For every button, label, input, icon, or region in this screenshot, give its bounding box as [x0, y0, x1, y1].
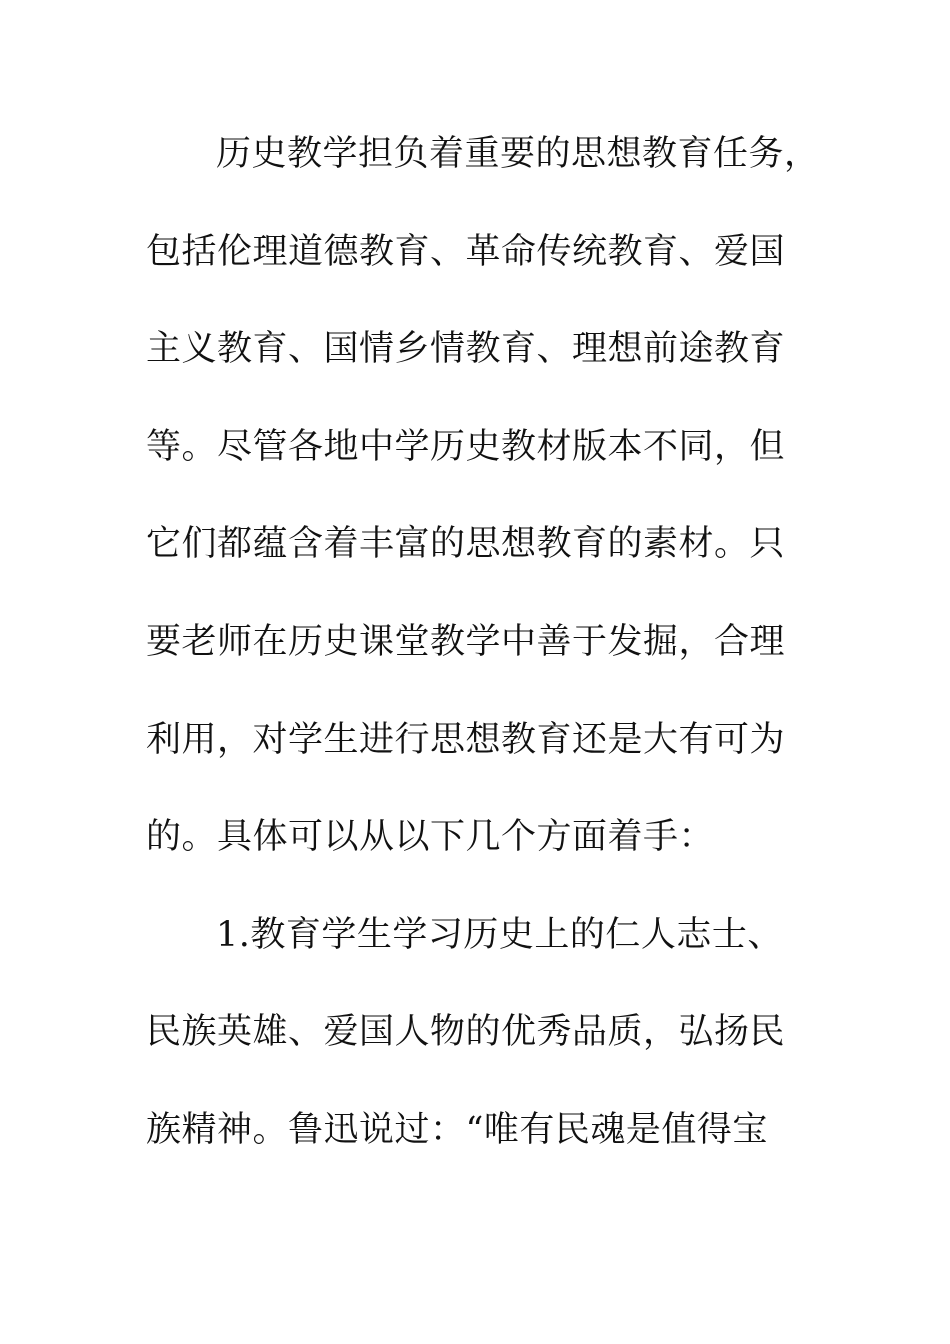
- paragraph-line: 主义教育、国情乡情教育、理想前途教育: [146, 329, 786, 370]
- paragraph-line: 族精神。鲁迅说过：“唯有民魂是值得宝: [146, 1109, 768, 1150]
- paragraph-line: 利用，对学生进行思想教育还是大有可为: [146, 719, 786, 760]
- paragraph-line: 包括伦理道德教育、革命传统教育、爱国: [146, 231, 786, 272]
- paragraph-line: 历史教学担负着重要的思想教育任务，: [216, 134, 820, 174]
- paragraph-line: 的。具体可以从以下几个方面着手：: [146, 817, 715, 858]
- paragraph-line: 它们都蕴含着丰富的思想教育的素材。只: [146, 524, 786, 565]
- paragraph-line: 要老师在历史课堂教学中善于发掘，合理: [146, 621, 786, 662]
- body-text: [146, 128, 820, 1202]
- list-item-line: 1.教育学生学习历史上的仁人志士、: [216, 914, 783, 955]
- paragraph-line: 等。尽管各地中学历史教材版本不同，但: [146, 426, 786, 467]
- paragraph-line: 民族英雄、爱国人物的优秀品质，弘扬民: [146, 1012, 786, 1053]
